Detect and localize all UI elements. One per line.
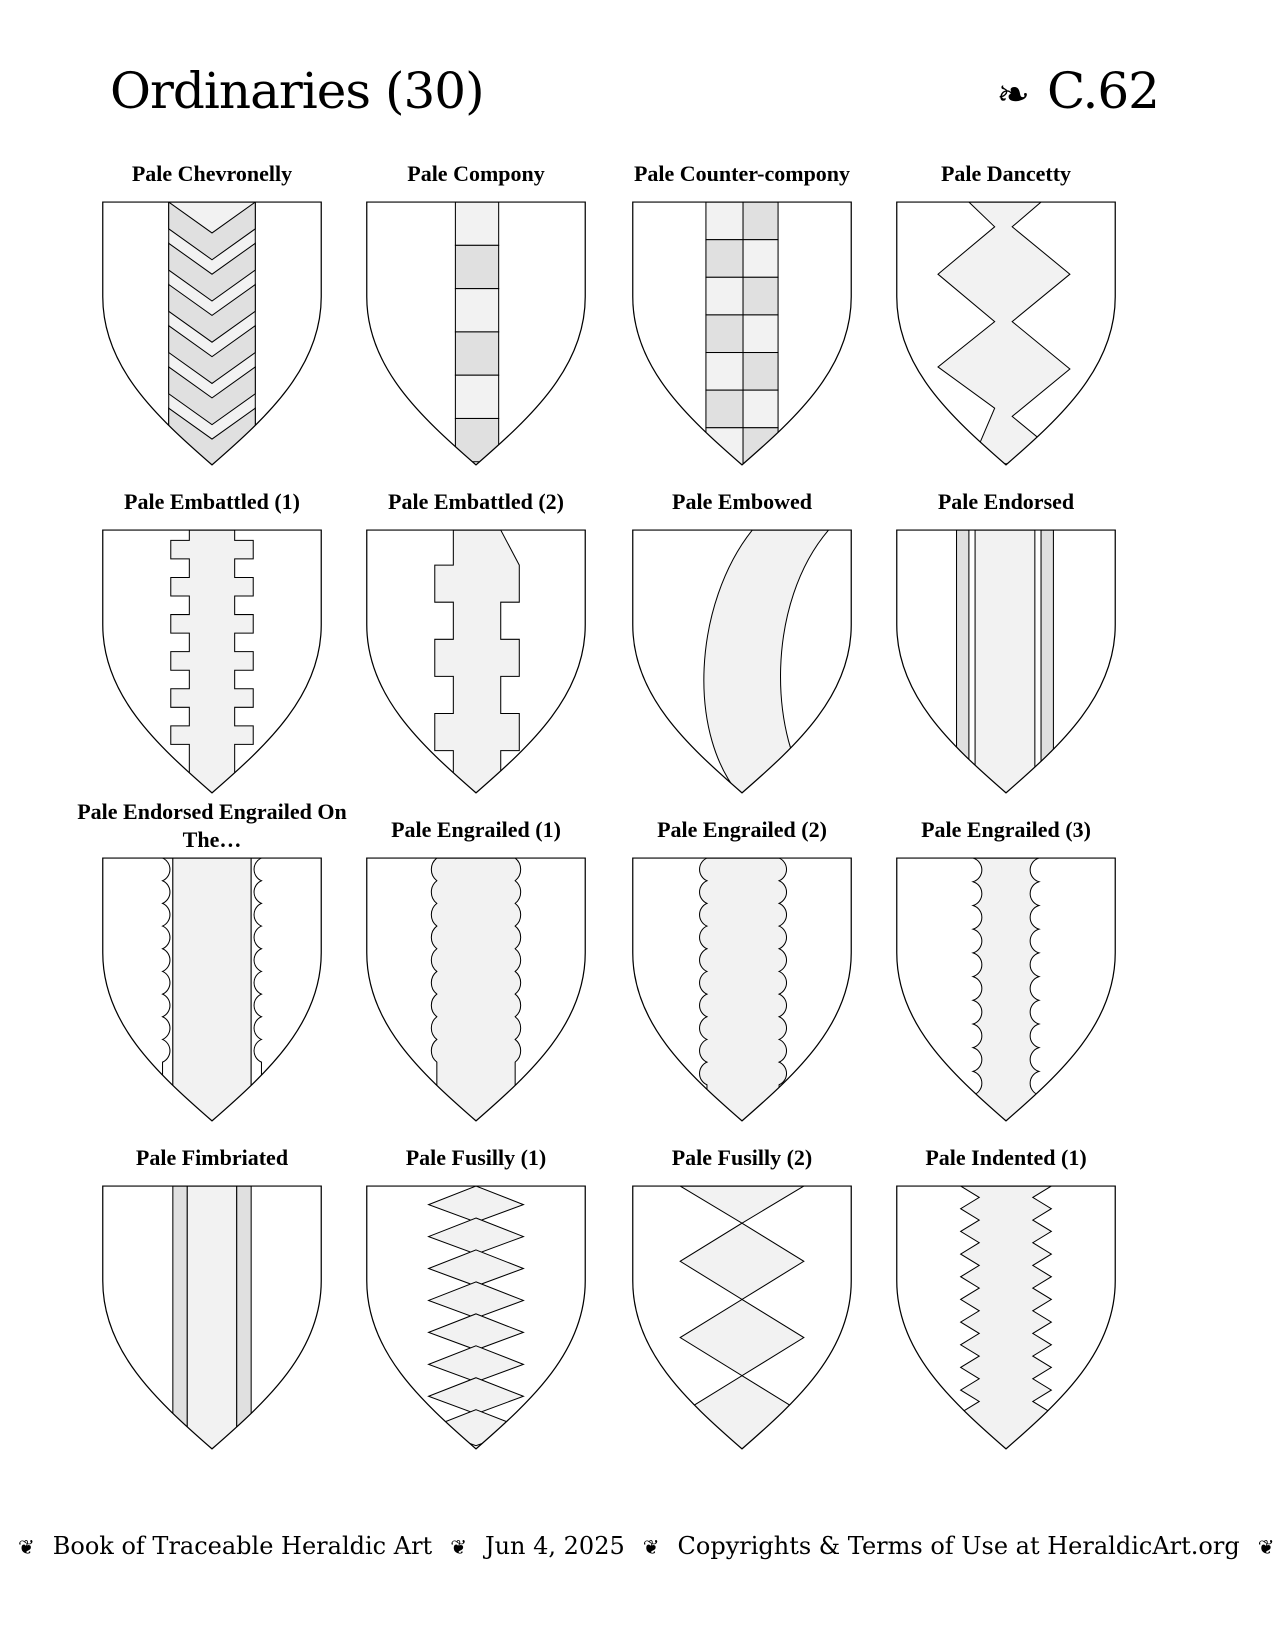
footer-ornament: ❦ — [1257, 1535, 1275, 1559]
shield-drawing — [100, 200, 324, 470]
page-code-text: C.62 — [1047, 62, 1159, 120]
shield-label: Pale Endorsed Engrailed On The… — [77, 799, 347, 852]
shield-cell-pale-embattled-1 — [72, 478, 352, 808]
shield-drawing — [894, 856, 1118, 1126]
shield-drawing — [100, 528, 324, 798]
shield-drawing — [894, 1184, 1118, 1454]
page-title: Ordinaries (30) — [110, 62, 484, 120]
shield-cell-pale-dancetty — [866, 150, 1146, 480]
shield-label: Pale Indented (1) — [925, 1145, 1087, 1170]
shield-cell-pale-embowed — [602, 478, 882, 808]
shield-drawing — [630, 1184, 854, 1454]
shield-label: Pale Engrailed (1) — [391, 817, 561, 842]
shield-drawing — [894, 200, 1118, 470]
shield-cell-pale-endorsed — [866, 478, 1146, 808]
shield-label: Pale Fusilly (1) — [405, 1145, 547, 1170]
shield-drawing — [364, 1184, 588, 1454]
shield-cell-pale-embattled-2 — [336, 478, 616, 808]
shield-label: Pale Compony — [407, 161, 545, 186]
shield-label: Pale Fimbriated — [135, 1145, 289, 1170]
shield-drawing — [100, 1184, 324, 1454]
shield-cell-pale-chevronelly — [72, 150, 352, 480]
shield-label: Pale Embattled (2) — [388, 489, 564, 514]
shield-label: Pale Embattled (1) — [124, 489, 300, 514]
footer-book-title: Book of Traceable Heraldic Art — [52, 1532, 433, 1560]
shield-label: Pale Fusilly (2) — [671, 1145, 813, 1170]
shield-label: Pale Counter-compony — [633, 161, 851, 186]
shield-label: Pale Engrailed (3) — [921, 817, 1091, 842]
shield-cell-pale-indented-1 — [866, 1134, 1146, 1464]
shield-drawing — [630, 856, 854, 1126]
shield-drawing — [364, 856, 588, 1126]
shield-cell-pale-fusilly-2 — [602, 1134, 882, 1464]
shield-cell-pale-engrailed-3 — [866, 806, 1146, 1136]
footer-copyright: Copyrights & Terms of Use at HeraldicArt.org — [677, 1532, 1240, 1560]
shield-label: Pale Chevronelly — [131, 161, 293, 186]
shield-drawing — [364, 528, 588, 798]
shield-cell-pale-fimbriated — [72, 1134, 352, 1464]
footer-date: Jun 4, 2025 — [484, 1532, 625, 1560]
footer-ornament: ❦ — [18, 1535, 35, 1559]
shield-cell-pale-counter-compony — [602, 150, 882, 480]
shield-cell-pale-engrailed-2 — [602, 806, 882, 1136]
shield-drawing — [364, 200, 588, 470]
shield-label: Pale Endorsed — [937, 489, 1075, 514]
shield-label: Pale Embowed — [672, 489, 812, 514]
shield-drawing — [100, 856, 324, 1126]
shield-label: Pale Engrailed (2) — [657, 817, 827, 842]
footer-ornament: ❦ — [450, 1535, 467, 1559]
page-footer — [0, 1532, 1275, 1560]
shield-cell-pale-endorsed-engrailed — [72, 799, 352, 1136]
shield-cell-pale-compony — [336, 150, 616, 480]
shield-cell-pale-engrailed-1 — [336, 806, 616, 1136]
shield-drawing — [630, 200, 854, 470]
shield-drawing — [630, 528, 854, 798]
shield-label: Pale Dancetty — [940, 161, 1072, 186]
fleuron-ornament: ❧ — [996, 72, 1029, 118]
page-code — [996, 62, 1159, 120]
footer-ornament: ❦ — [642, 1535, 660, 1559]
shield-cell-pale-fusilly-1 — [336, 1134, 616, 1464]
shield-drawing — [894, 528, 1118, 798]
